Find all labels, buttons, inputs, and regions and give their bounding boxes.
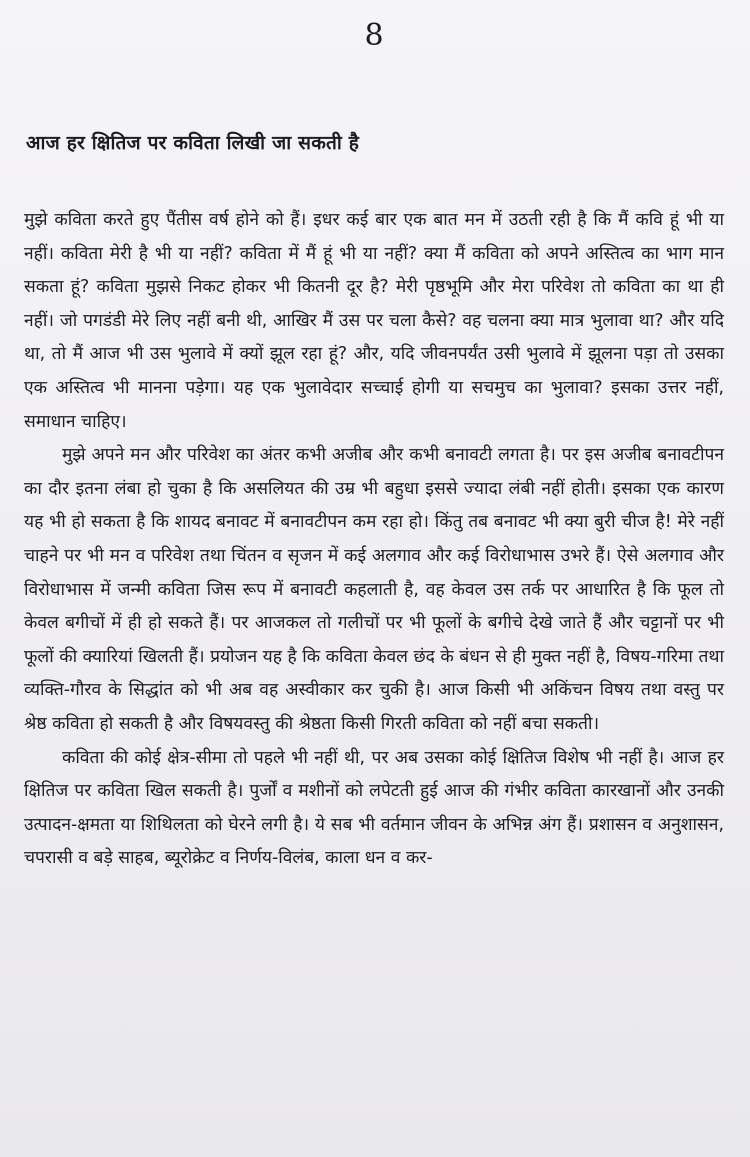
paragraph-1: मुझे कविता करते हुए पैंतीस वर्ष होने को हैं। इधर कई बार एक बात मन में उठती रही है कि मैं कवि हूं भी या नहीं। कविता मेरी है भी या नहीं? कविता में मैं हूं भी या नहीं? क्या मैं कविता को अपने अस्तित्व का भाग मान सकता हूं? कविता मुझसे निकट होकर भी कितनी दूर है? मेरी पृष्ठभूमि और मेरा परिवेश तो कविता का था ही नहीं। जो पगडंडी मेरे लिए नहीं बनी थी, आखिर मैं उस पर चला कैसे? वह चलना क्या मात्र भुलावा था? और यदि था, तो मैं आज भी उस भुलावे में क्यों झूल रहा हूं? और, यदि जीवनपर्यंत उसी भुलावे में झूलना पड़ा तो उसका एक अस्तित्व भी मानना पड़ेगा। यह एक भुलावेदार सच्चाई होगी या सचमुच का भुलावा? इसका उत्तर नहीं, समाधान चाहिए। bbox=[24, 210, 724, 432]
paragraph-3: कविता की कोई क्षेत्र-सीमा तो पहले भी नहीं थी, पर अब उसका कोई क्षितिज विशेष भी नहीं है। आज हर क्षितिज पर कविता खिल सकती है। पुर्जों व मशीनों को लपेटती हुई आज की गंभीर कविता कारखानों और उनकी उत्पादन-क्षमता या शिथिलता को घेरने लगी है। ये सब भी वर्तमान जीवन के अभिन्न अंग हैं। प्रशासन व अनुशासन, चपरासी व बड़े साहब, ब्यूरोक्रेट व निर्णय-विलंब, काला धन व कर- bbox=[24, 747, 724, 869]
chapter-number: 8 bbox=[364, 18, 384, 53]
paragraph-2: मुझे अपने मन और परिवेश का अंतर कभी अजीब और कभी बनावटी लगता है। पर इस अजीब बनावटीपन का दौर इतना लंबा हो चुका है कि असलियत की उम्र भी बहुधा इससे ज्यादा लंबी नहीं होती। इसका एक कारण यह भी हो सकता है कि शायद बनावट में बनावटीपन कम रहा हो। किंतु तब बनावट भी क्या बुरी चीज है! मेरे नहीं चाहने पर भी मन व परिवेश तथा चिंतन व सृजन में कई अलगाव और कई विरोधाभास उभरे हैं। ऐसे अलगाव और विरोधाभास में जन्मी कविता जिस रूप में बनावटी कहलाती है, वह केवल उस तर्क पर आधारित है कि फूल तो केवल बगीचों में ही हो सकते हैं। पर आजकल तो गलीचों पर भी फूलों के बगीचे देखे जाते हैं और चट्टानों पर भी फूलों की क्यारियां खिलती हैं। प्रयोजन यह है कि कविता केवल छंद के बंधन से ही मुक्त नहीं है, विषय-गरिमा तथा व्यक्ति-गौरव के सिद्धांत को भी अब वह अस्वीकार कर चुकी है। आज किसी भी अकिंचन विषय तथा वस्तु पर श्रेष्ठ कविता हो सकती है और विषयवस्तु की श्रेष्ठता किसी गिरती कविता को नहीं बचा सकती। bbox=[24, 445, 724, 734]
chapter-title: आज हर क्षितिज पर कविता लिखी जा सकती है bbox=[26, 132, 360, 154]
body-text bbox=[24, 204, 724, 876]
